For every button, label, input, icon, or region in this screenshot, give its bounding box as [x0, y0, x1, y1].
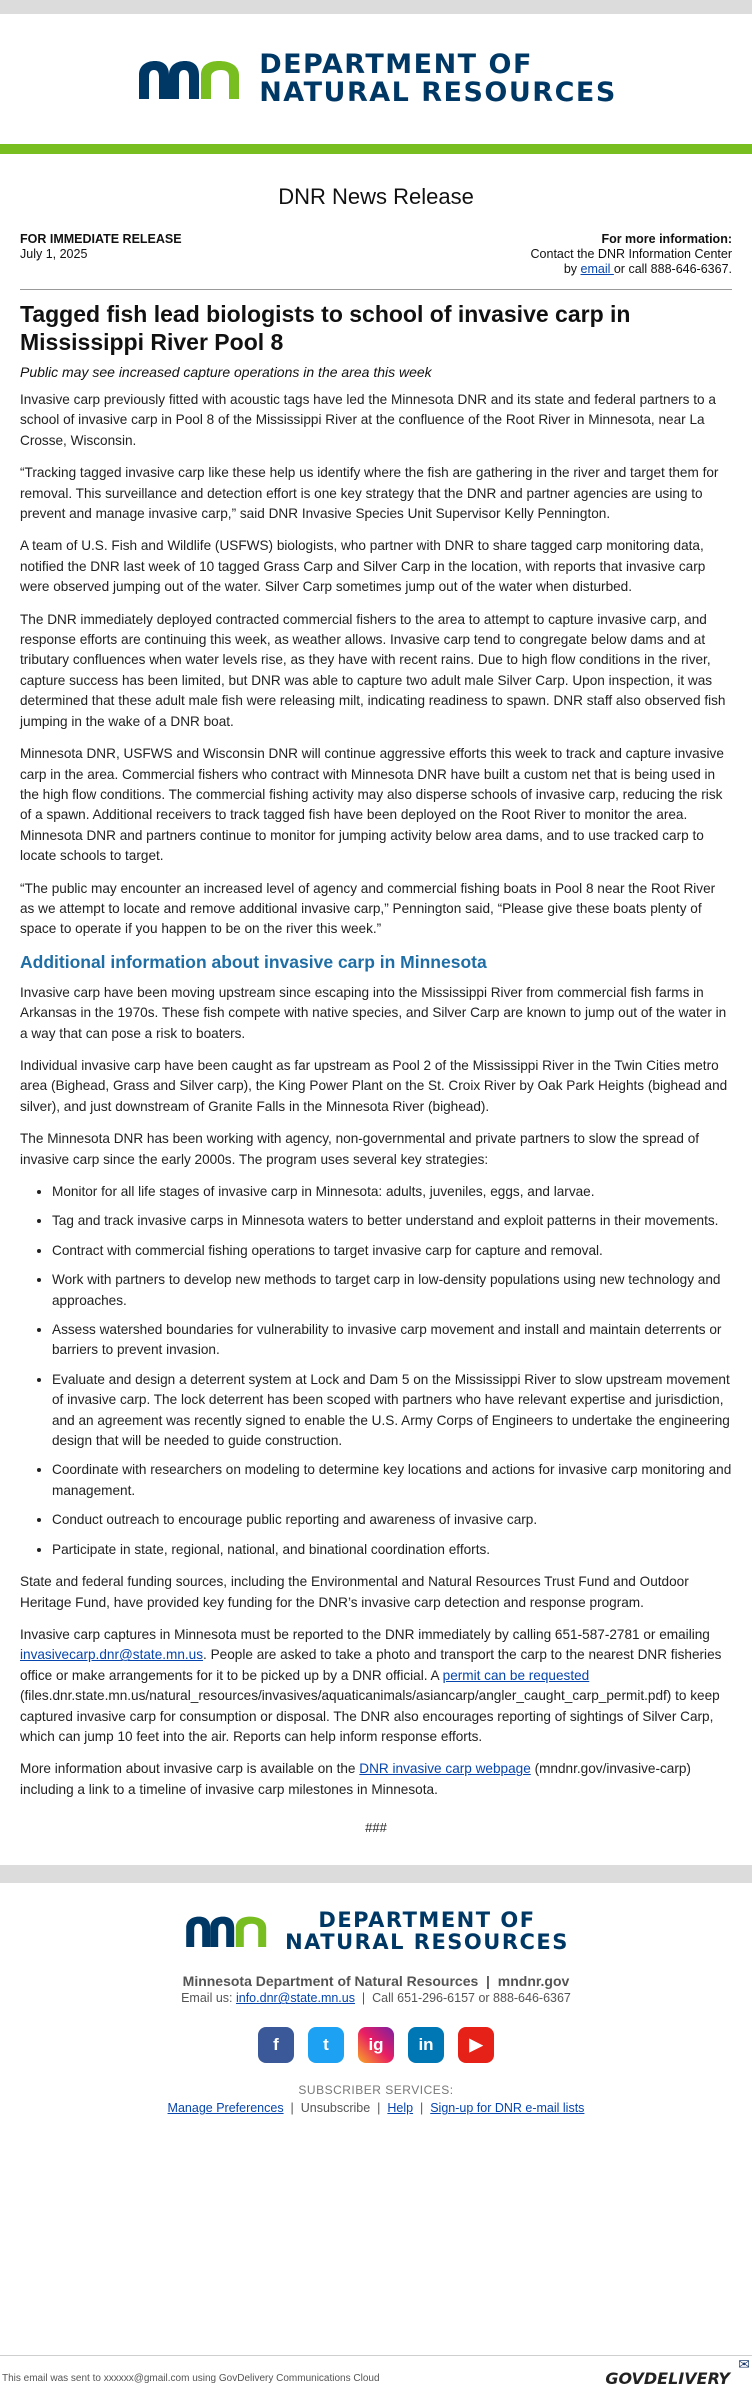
list-item: • Monitor for all life stages of invasive carp in Minnesota: adults, juveniles, eggs, and larvae.: [52, 1182, 732, 1202]
p11-text-b: . People are asked to take a photo and transport the carp to the nearest DNR fisheries office or make arrangements for it to be picked up by a DNR official. A: [20, 1647, 722, 1683]
footer-mn-logo-icon: [183, 1913, 271, 1949]
linkedin-icon[interactable]: in: [408, 2027, 444, 2063]
invasive-carp-webpage-link[interactable]: DNR invasive carp webpage: [359, 1761, 531, 1777]
strategy-list: [20, 1182, 732, 1560]
subscriber-links: [0, 2101, 752, 2115]
subheadline: Public may see increased capture operations in the area this week: [20, 364, 432, 380]
permit-link[interactable]: permit can be requested: [442, 1667, 590, 1683]
links-separator: |: [413, 2101, 431, 2116]
list-item: • Contract with commercial fishing operations to target invasive carp for capture and removal.: [52, 1241, 732, 1261]
dnr-mn-logo-icon: [135, 57, 245, 101]
green-divider-bar: [0, 144, 752, 154]
paragraph-8: Individual invasive carp have been caught as far upstream as Pool 2 of the Mississippi River in the Twin Cities metro area (Bighead, Grass and Silver carp), the King Power Plant on the St. Croix River by Oak Park Heights (bighead and silver), and just downstream of Granite Falls in the Minnesota River (bighead).: [20, 1057, 728, 1114]
youtube-icon[interactable]: ▶: [458, 2027, 494, 2063]
footer-contact-line: [0, 1991, 752, 2005]
subscriber-services-label: SUBSCRIBER SERVICES:: [298, 2083, 454, 2098]
logo-line-1: DEPARTMENT OF: [259, 49, 533, 80]
list-item: • Work with partners to develop new methods to target carp in low-density populations using new technology and approaches.: [52, 1270, 732, 1311]
paragraph-12: [20, 1759, 732, 1800]
footer-logo-line-1: DEPARTMENT OF: [318, 1908, 536, 1933]
list-item: • Participate in state, regional, national, and binational coordination efforts.: [52, 1540, 732, 1560]
paragraph-5: Minnesota DNR, USFWS and Wisconsin DNR will continue aggressive efforts this week to track and capture invasive carp in the area. Commercial fishers who contract with Minnesota DNR have built a custom net that is being used in the high flow conditions. The commercial fishing activity may also disperse schools of invasive carp, reducing the risk of a spawn. Additional receivers to track tagged fish have been deployed on the Root River to monitor the area. Minnesota DNR and partners continue to monitor for jumping activity below area dams, and to use tracked carp to locate schools to target.: [20, 746, 724, 864]
logo-line-2: NATURAL RESOURCES: [259, 77, 617, 108]
release-date: July 1, 2025: [20, 247, 88, 261]
footer-site: mndnr.gov: [497, 1973, 570, 1990]
section-heading: Additional information about invasive carp in Minnesota: [20, 951, 487, 972]
govdelivery-logo: [605, 2356, 752, 2388]
footer-call-text: | Call 651-296-6157 or 888-646-6367: [354, 1991, 571, 2006]
footer-logo-text: [285, 1909, 569, 1953]
footer: [0, 1883, 752, 2115]
footer-logo-line-2: NATURAL RESOURCES: [285, 1930, 569, 1955]
phone-text: or call 888-646-6367.: [613, 262, 732, 276]
footer-org-name: Minnesota Department of Natural Resources: [182, 1973, 479, 1990]
unsubscribe-text: | Unsubscribe |: [283, 2101, 388, 2116]
p11-text-a: Invasive carp captures in Minnesota must be reported to the DNR immediately by calling 651-587-2781 or emailing: [20, 1626, 710, 1642]
manage-preferences-link[interactable]: Manage Preferences: [167, 2101, 284, 2116]
footer-email-link[interactable]: info.dnr@state.mn.us: [235, 1991, 355, 2006]
instagram-icon[interactable]: ig: [358, 2027, 394, 2063]
social-icons: [0, 2027, 752, 2063]
list-item: • Assess watershed boundaries for vulnerability to invasive carp movement and install and maintain deterrents or barriers to prevent invasion.: [52, 1320, 732, 1361]
help-link[interactable]: Help: [387, 2101, 414, 2116]
headline: Tagged fish lead biologists to school of invasive carp in Mississippi River Pool 8: [20, 301, 631, 355]
list-item: • Tag and track invasive carps in Minnesota waters to better understand and exploit patterns in their movements.: [52, 1211, 732, 1231]
logo-text: [259, 51, 617, 107]
facebook-icon[interactable]: f: [258, 2027, 294, 2063]
sent-notice: This email was sent to xxxxxx@gmail.com using GovDelivery Communications Cloud: [2, 2372, 380, 2384]
release-meta: [20, 232, 732, 277]
more-info-label: For more information:: [601, 232, 732, 246]
twitter-icon[interactable]: t: [308, 2027, 344, 2063]
email-link[interactable]: email: [580, 262, 614, 276]
top-gray-bar: [0, 0, 752, 14]
release-title: DNR News Release: [278, 184, 474, 209]
meta-left: [20, 232, 182, 277]
p11-text-c: (files.dnr.state.mn.us/natural_resources/invasives/aquaticanimals/asiancarp/angler_caught_carp_permit.pdf) to keep captured invasive carp for consumption or disposal. The DNR also encourages reporting of sightings of Silver Carp, which can jump 10 feet into the air. Reports can help inform response efforts.: [20, 1688, 720, 1744]
paragraph-11: [20, 1625, 732, 1747]
divider: [20, 289, 732, 290]
p12-text-b: (mndnr.gov/invasive-carp) including a link to a timeline of invasive carp milestones in Minnesota.: [20, 1761, 691, 1797]
paragraph-10: State and federal funding sources, including the Environmental and Natural Resources Trust Fund and Outdoor Heritage Fund, have provided key funding for the DNR’s invasive carp detection and response program.: [20, 1574, 689, 1610]
paragraph-4: The DNR immediately deployed contracted commercial fishers to the area to attempt to capture invasive carp, and response efforts are continuing this week, as weather allows. Invasive carp tend to congregate below dams and at tributary confluences when water levels rise, as they have with recent rains. Due to high flow conditions in the river, capture success has been limited, but DNR was able to capture two adult male Silver Carp. Upon inspection, it was determined that these adult male fish were releasing milt, indicating readiness to spawn. DNR staff also observed fish jumping in the wake of a DNR boat.: [20, 611, 726, 729]
meta-right: [531, 232, 732, 277]
footer-org-separator: |: [478, 1973, 498, 1990]
govdelivery-text: GOVDELIVERY: [605, 2368, 730, 2388]
paragraph-2: “Tracking tagged invasive carp like these help us identify where the fish are gathering in the river and target them for removal. This surveillance and detection effort is one key strategy that the DNR and partner agencies are using to prevent and manage invasive carp,” said DNR Invasive Species Unit Supervisor Kelly Pennington.: [20, 465, 719, 522]
footer-dnr-logo: [0, 1909, 752, 1953]
signup-link[interactable]: Sign-up for DNR e-mail lists: [430, 2101, 585, 2116]
contact-text: Contact the DNR Information Center: [530, 247, 732, 261]
footer-org-line: [0, 1973, 752, 1989]
immediate-release-label: FOR IMMEDIATE RELEASE: [20, 232, 182, 246]
list-item: • Conduct outreach to encourage public reporting and awareness of invasive carp.: [52, 1510, 732, 1530]
list-item: • Coordinate with researchers on modeling to determine key locations and actions for invasive carp monitoring and management.: [52, 1460, 732, 1501]
dnr-logo: [135, 51, 617, 107]
header: [0, 14, 752, 144]
paragraph-3: A team of U.S. Fish and Wildlife (USFWS) biologists, who partner with DNR to share tagged carp monitoring data, notified the DNR last week of 10 tagged Grass Carp and Silver Carp in the location, with reports that invasive carp were observed jumping out of the water. Silver Carp sometimes jump out of the water when disturbed.: [20, 538, 706, 595]
paragraph-1: Invasive carp previously fitted with acoustic tags have led the Minnesota DNR and its state and federal partners to a school of invasive carp in Pool 8 of the Mississippi River at the confluence of the Root River in Minnesota, near La Crosse, Wisconsin.: [20, 392, 716, 448]
paragraph-6: “The public may encounter an increased level of agency and commercial fishing boats in Pool 8 near the Root River as we attempt to locate and remove additional invasive carp,” Pennington said, “Please give these boats plenty of space to operate if you happen to be on the river this week.”: [20, 880, 716, 937]
envelope-icon: ✉: [738, 2356, 750, 2373]
paragraph-7: Invasive carp have been moving upstream since escaping into the Mississippi River from commercial fish farms in Arkansas in the 1970s. These fish compete with native species, and Silver Carp are known to jump out of the water in a way that can pose a risk to boaters.: [20, 984, 727, 1041]
article-content: [0, 232, 752, 1835]
paragraph-9: The Minnesota DNR has been working with agency, non-governmental and private partners to slow the spread of invasive carp since the early 2000s. The program uses several key strategies:: [20, 1131, 700, 1167]
footer-email-label: Email us:: [181, 1991, 236, 2006]
footer-gray-bar: [0, 1865, 752, 1883]
end-marker: ###: [365, 1820, 387, 1836]
by-text: by: [563, 262, 581, 276]
p12-text-a: More information about invasive carp is available on the: [20, 1761, 360, 1777]
bottom-bar: [0, 2355, 752, 2400]
invasive-carp-email-link[interactable]: invasivecarp.dnr@state.mn.us: [20, 1647, 204, 1663]
list-item: • Evaluate and design a deterrent system at Lock and Dam 5 on the Mississippi River to slow upstream movement of invasive carp. The lock deterrent has been scoped with partners who have relevant expertise and jurisdiction, and an agreement was recently signed to enable the U.S. Army Corps of Engineers to undertake the engineering design that will be needed to guide construction.: [52, 1370, 732, 1452]
